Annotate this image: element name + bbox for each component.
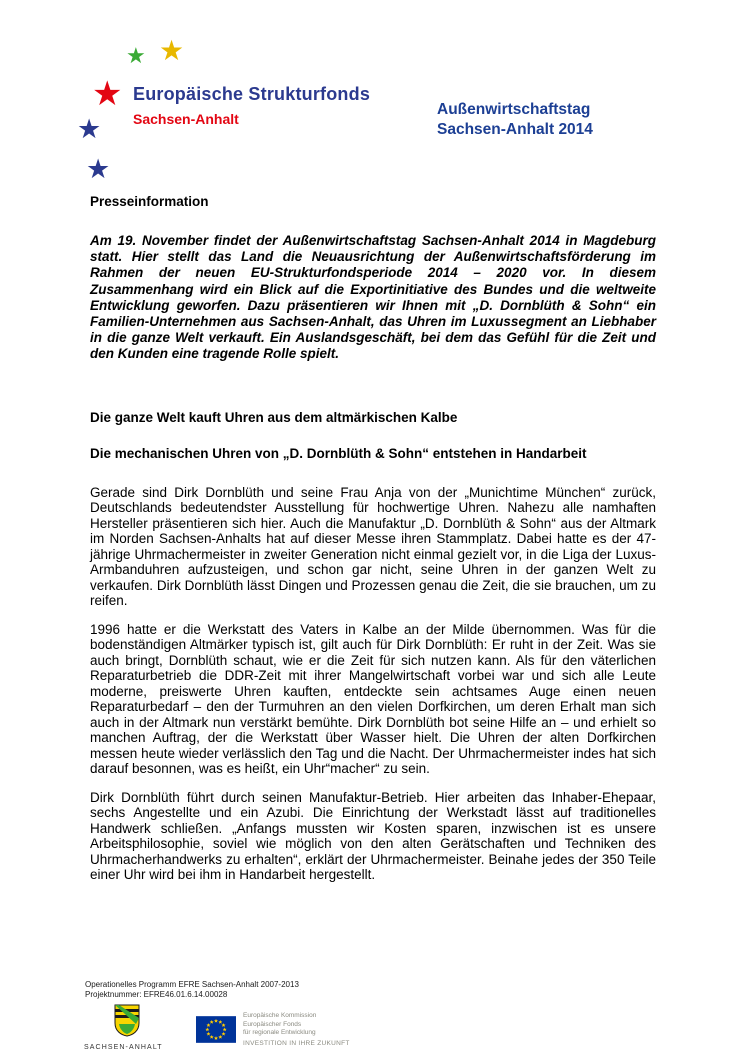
eu-funding-line1: Europäische Kommission <box>243 1012 317 1019</box>
document-title-line1: Außenwirtschaftstag <box>437 101 591 118</box>
eu-funding-note <box>243 1012 350 1048</box>
document-title <box>437 100 593 140</box>
subheadline: Die mechanischen Uhren von „D. Dornblüth & Sohn“ entstehen in Handarbeit <box>90 445 587 461</box>
eu-funding-line3: für regionale Entwicklung <box>243 1029 316 1036</box>
paragraph-3: Dirk Dornblüth führt durch seinen Manufaktur-Betrieb. Hier arbeiten das Inhaber-Ehepaar, sechs Angestellte und ein Azubi. Die Einrichtung der Werkstadt lässt auf traditionelles Handwerk schließen. „Anfangs mussten wir Kosten sparen, inzwischen ist es unsere Arbeitsphilosophie, soviel wie möglich von den alten Gerätschaften und Techniken des Uhrmacherhandwerks zu erhalten“, erklärt der Uhrmachermeister. Beinahe jedes der 350 Teile einer Uhr wird bei ihm in Handarbeit hergestellt. <box>90 789 656 883</box>
sachsen-anhalt-coat-of-arms-icon <box>114 1004 140 1037</box>
footer-project-number: Projektnummer: EFRE46.01.6.14.00028 <box>85 990 228 999</box>
star-icon-green: ★ <box>126 44 146 69</box>
sachsen-anhalt-label: SACHSEN-ANHALT <box>84 1044 163 1051</box>
esf-logo <box>133 84 370 127</box>
footer-programme-line: Operationelles Programm EFRE Sachsen-Anhalt 2007-2013 <box>85 980 299 989</box>
star-icon-blue-2: ★ <box>86 154 111 185</box>
document-title-line2: Sachsen-Anhalt 2014 <box>437 121 593 138</box>
star-icon-gold: ★ <box>159 34 185 67</box>
logo-title: Europäische Strukturfonds <box>133 84 371 104</box>
paragraph-2: 1996 hatte er die Werkstatt des Vaters in Kalbe an der Milde übernommen. Was für die bodenständigen Altmärker typisch ist, gilt auch für Dirk Dornblüth: Er ruht in der Zeit. Was sie auch bringt, Dornblüth schaut, wie er die Zeit für sich nutzen kann. Als für den väterlichen Reparaturbetrieb die DDR-Zeit mit ihrer Mangelwirtschaft vorbei war und sich alle Leute moderne, preiswerte Uhren kauften, entdeckte sein achtsames Auge einen neuen Reparaturbedarf – den der Turmuhren an den vielen Dorfkirchen, um deren Erhalt man sich auch in der Altmark nun verstärkt bemühte. Dirk Dornblüth bot seine Hilfe an – und erhielt so manchen Auftrag, der die Werkstatt über Wasser hielt. Die Uhren der alten Dorfkirchen messen heute wieder verlässlich den Tag und die Nacht. Der Uhrmachermeister indes hat sich darauf besonnen, was es heißt, ein Uhr“macher“ zu sein. <box>90 621 656 777</box>
headline: Die ganze Welt kauft Uhren aus dem altmärkischen Kalbe <box>90 409 458 425</box>
footer-note <box>85 980 299 1000</box>
star-icon-blue-1: ★ <box>77 114 102 145</box>
logo-subtitle: Sachsen-Anhalt <box>133 111 239 127</box>
eu-funding-line4: INVESTITION IN IHRE ZUKUNFT <box>243 1039 350 1047</box>
eu-funding-line2: Europäischer Fonds <box>243 1020 302 1028</box>
kicker: Presseinformation <box>90 194 209 209</box>
paragraph-1: Gerade sind Dirk Dornblüth und seine Frau Anja von der „Munichtime München“ zurück, Deutschlands bedeutendster Ausstellung für hochwertige Uhren. Nahezu alle namhaften Hersteller präsentieren sich hier. Auch die Manufaktur „D. Dornblüth & Sohn“ aus der Altmark im Norden Sachsen-Anhalts hat auf dieser Messe ihren Stammplatz. Dabei hatte es der 47-jährige Uhrmachermeister in zweiter Generation nicht einmal gezielt vor, in die Liga der Luxus-Armbanduhren aufzusteigen, und schon gar nicht, seine Uhren in der ganzen Welt zu verkaufen. Dirk Dornblüth lässt Dingen und Prozessen genau die Zeit, die sie brauchen, um zu reifen. <box>90 484 656 609</box>
star-icon-red: ★ <box>92 74 123 114</box>
eu-flag-icon <box>196 1016 236 1043</box>
lead-paragraph: Am 19. November findet der Außenwirtschaftstag Sachsen-Anhalt 2014 in Magdeburg statt. Hier stellt das Land die Neuausrichtung der Außenwirtschaftsförderung im Rahmen der neuen EU-Strukturfondsperiode 2014 – 2020 vor. In diesem Zusammenhang wird ein Blick auf die Exportinitiative des Bundes und die weltweite Entwicklung geworfen. Dazu präsentieren wir Ihnen mit „D. Dornblüth & Sohn“ ein Familien-Unternehmen aus Sachsen-Anhalt, das Uhren im Luxussegment an Liebhaber in die ganze Welt verkauft. Ein Auslandsgeschäft, bei dem das Gefühl für die Zeit und den Kunden eine tragende Rolle spielt. <box>90 233 656 362</box>
document-body <box>90 194 656 883</box>
